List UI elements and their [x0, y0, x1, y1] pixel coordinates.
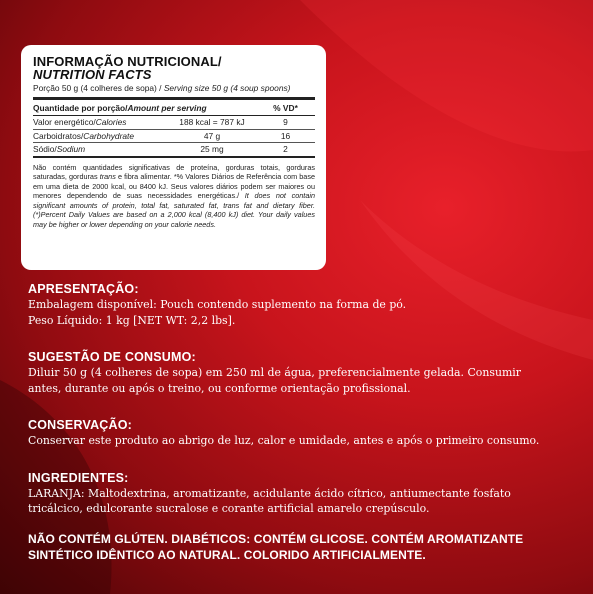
warning-line: NÃO CONTÉM GLÚTEN. DIABÉTICOS: CONTÉM GLICOSE. CONTÉM AROMATIZANTE: [28, 532, 524, 546]
nutrition-footnote: [33, 163, 315, 230]
product-info-sections: [28, 282, 578, 517]
section-line: Embalagem disponível: Pouch contendo suplemento na forma de pó.: [28, 298, 407, 311]
warning-line: SINTÉTICO IDÊNTICO AO NATURAL. COLORIDO ARTIFICIALMENTE.: [28, 548, 426, 562]
nutrition-title-pt: INFORMAÇÃO NUTRICIONAL/: [33, 54, 222, 69]
serving-size: [33, 83, 315, 100]
footnote-pt-b: e fibra alimentar. *% Valores Diários de Referência com base em uma dieta de 2000 kcal, ou 8400 kJ. Seus valores diários podem ser maiores ou menores dependendo de suas necessidades energéticas./: [33, 172, 315, 201]
row-vd: 16: [256, 129, 315, 143]
row-label-pt: Sódio/: [33, 144, 57, 155]
serving-size-pt: Porção 50 g (4 colheres de sopa) /: [33, 83, 164, 93]
nutrition-table-header: [33, 100, 315, 116]
section-heading: INGREDIENTES:: [28, 470, 129, 485]
table-row: [33, 129, 315, 143]
row-label-en: Carbohydrate: [83, 130, 135, 141]
nutrition-table: [33, 100, 315, 158]
row-vd: 9: [256, 116, 315, 130]
row-label-pt: Valor energético/: [33, 117, 96, 128]
row-amount: 188 kcal = 787 kJ: [168, 116, 256, 130]
amount-per-serving-header: [33, 100, 256, 116]
footnote-en: It does not contain significant amounts of protein, total fat, saturated fat, trans fat and dietary fiber. (*)Percent Daily Values are based on a 2,000 kcal (8,400 kJ) diet. Your daily values may be higher or lower depending on your calorie needs.: [33, 191, 315, 230]
serving-size-en: Serving size 50 g (4 soup spoons): [163, 83, 291, 93]
table-row: [33, 116, 315, 130]
row-vd: 2: [256, 143, 315, 157]
row-label-en: Calories: [95, 117, 127, 128]
section-apresentacao: [28, 282, 578, 328]
section-heading: SUGESTÃO DE CONSUMO:: [28, 350, 196, 364]
section-conservacao: [28, 418, 578, 449]
row-label-pt: Carboidratos/: [33, 130, 84, 141]
row-label: [33, 116, 168, 130]
footnote-trans: trans: [99, 172, 116, 182]
vd-header: % VD*: [256, 100, 315, 116]
section-heading: CONSERVAÇÃO:: [28, 418, 133, 432]
row-amount: 47 g: [168, 129, 256, 143]
nutrition-facts-panel: [21, 45, 326, 270]
row-label: [33, 129, 168, 143]
section-line: Diluir 50 g (4 colheres de sopa) em 250 ml de água, preferencialmente gelada. Consumir: [28, 366, 521, 379]
amount-header-en: Amount per serving: [127, 102, 207, 113]
nutrition-title-en: NUTRITION FACTS: [33, 67, 152, 82]
section-sugestao-consumo: [28, 350, 578, 396]
section-line: Peso Líquido: 1 kg [NET WT: 2,2 lbs].: [28, 313, 236, 327]
section-ingredientes: [28, 471, 578, 517]
table-row: [33, 143, 315, 157]
row-label: [33, 143, 168, 157]
amount-header-pt: Quantidade por porção/: [33, 102, 128, 113]
section-heading: APRESENTAÇÃO:: [28, 282, 139, 296]
footnote-pt-a: Não contém quantidades significativas de proteína, gorduras totais, gorduras saturadas, gorduras: [33, 162, 315, 182]
row-amount: 25 mg: [168, 143, 256, 157]
allergen-warning: [28, 531, 588, 563]
section-line: LARANJA: Maltodextrina, aromatizante, acidulante ácido cítrico, antiumectante fosfato: [28, 486, 511, 500]
section-line: tricálcico, edulcorante sucralose e corante artificial amarelo crepúsculo.: [28, 502, 430, 515]
section-line: antes, durante ou após o treino, ou conforme orientação profissional.: [28, 381, 411, 395]
row-label-en: Sodium: [56, 144, 86, 155]
section-line: Conservar este produto ao abrigo de luz, calor e umidade, antes e após o primeiro consumo.: [28, 434, 540, 447]
